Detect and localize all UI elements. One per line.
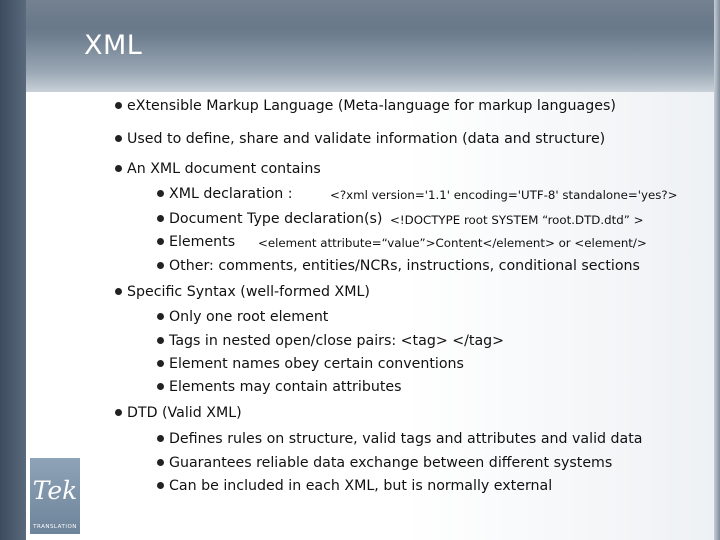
bullet-text: eXtensible Markup Language (Meta-language for markup languages) (127, 98, 616, 114)
bullet-icon (115, 165, 122, 172)
bullet-icon (115, 409, 122, 416)
bullet-text: XML declaration : (169, 186, 293, 202)
bullet-item (115, 283, 370, 301)
bullet-text: Specific Syntax (well-formed XML) (127, 284, 370, 300)
bullet-item (157, 332, 504, 350)
bullet-text: Defines rules on structure, valid tags and attributes and valid data (169, 431, 643, 447)
page-title: XML (84, 30, 143, 61)
bullet-text: DTD (Valid XML) (127, 405, 242, 421)
bullet-item (157, 308, 328, 326)
bullet-icon (115, 135, 122, 142)
bullet-item (157, 454, 612, 472)
bullet-item (115, 97, 616, 115)
bullet-icon (157, 313, 164, 320)
bullet-text: Elements (169, 234, 236, 250)
code-sample: <?xml version='1.1' encoding='UTF-8' standalone='yes?> (330, 188, 678, 202)
code-sample: <!DOCTYPE root SYSTEM “root.DTD.dtd” > (390, 213, 644, 227)
bullet-item (157, 430, 642, 448)
logo-text: Tek (32, 476, 78, 505)
bullet-text: Other: comments, entities/NCRs, instructions, conditional sections (169, 258, 640, 274)
bullet-item (115, 404, 242, 422)
logo-subtext: TRANSLATION (33, 524, 77, 530)
bullet-icon (115, 288, 122, 295)
bullet-text: Tags in nested open/close pairs: <tag> </tag> (169, 333, 505, 349)
bullet-icon (157, 337, 164, 344)
left-decoration-strip (0, 0, 26, 540)
bullet-text: Element names obey certain conventions (169, 356, 464, 372)
bullet-icon (157, 459, 164, 466)
bullet-item (157, 477, 552, 495)
bullet-item (157, 210, 382, 228)
bullet-icon (157, 435, 164, 442)
bullet-text: Can be included in each XML, but is normally external (169, 478, 553, 494)
bullet-icon (157, 215, 164, 222)
code-sample: <element attribute=“value”>Content</element> or <element/> (258, 236, 647, 250)
bullet-text: Guarantees reliable data exchange between different systems (169, 455, 613, 471)
bullet-text: Only one root element (169, 309, 329, 325)
bullet-text: An XML document contains (127, 161, 321, 177)
right-decoration-strip (714, 0, 720, 540)
bullet-item (115, 130, 605, 148)
bullet-icon (157, 383, 164, 390)
bullet-icon (115, 102, 122, 109)
bullet-icon (157, 262, 164, 269)
bullet-item (115, 160, 321, 178)
bullet-text: Used to define, share and validate information (data and structure) (127, 131, 606, 147)
bullet-item (157, 257, 640, 275)
bullet-icon (157, 482, 164, 489)
bullet-icon (157, 360, 164, 367)
bullet-text: Document Type declaration(s) (169, 211, 383, 227)
bullet-item (157, 233, 235, 251)
bullet-text: Elements may contain attributes (169, 379, 402, 395)
bullet-item (157, 185, 293, 203)
bullet-item (157, 355, 464, 373)
bullet-item (157, 378, 402, 396)
bullet-icon (157, 238, 164, 245)
bullet-icon (157, 190, 164, 197)
tek-logo (30, 458, 80, 534)
